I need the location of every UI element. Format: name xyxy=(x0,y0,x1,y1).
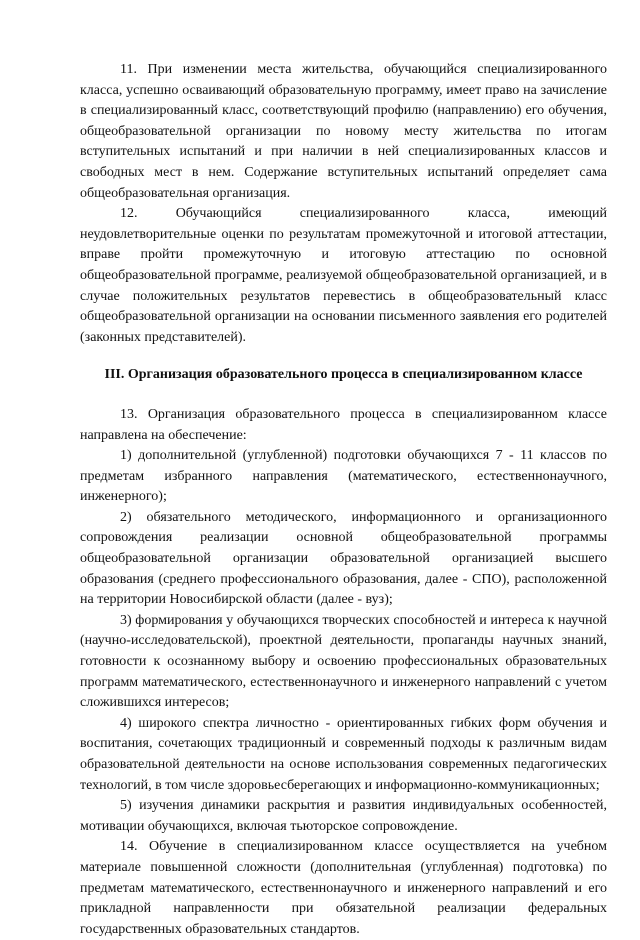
paragraph-13: 13. Организация образовательного процесса в специализированном классе направлена на обеспечение: xyxy=(80,406,607,443)
paragraph-12: 12. Обучающийся специализированного класса, имеющий неудовлетворительные оценки по результатам промежуточной и итоговой аттестации, вправе пройти промежуточную и итоговую аттестацию по основной общеобразовательной программе, реализуемой общеобразовательной организацией, и в случае положительных результатов перевестись в общеобразовательный класс общеобразовательной организации на основании письменного заявления его родителей (законных представителей). xyxy=(80,206,607,345)
list-item-2: 2) обязательного методического, информационного и организационного сопровождения реализации основной общеобразовательной программы общеобразовательной организации образовательной организацией высшего образования (среднего профессионального образования, далее - СПО), расположенной на территории Новосибирской области (далее - вуз); xyxy=(80,509,607,608)
list-item-3: 3) формирования у обучающихся творческих способностей и интереса к научной (научно-исследовательской), проектной деятельности, пропаганды научных знаний, готовности к осознанному выбору и освоению профессиональных образовательных программ математического, естественнонаучного и инженерного направлений с учетом сложившихся интересов; xyxy=(80,612,607,711)
paragraph-11: 11. При изменении места жительства, обучающийся специализированного класса, успешно осваивающий образовательную программу, имеет право на зачисление в специализированный класс, соответствующий профилю (направлению) его обучения, общеобразовательной организации по новому месту жительства по итогам вступительных испытаний и при наличии в ней специализированных классов и свободных мест в нем. Содержание вступительных испытаний определяет сама общеобразовательная организация. xyxy=(80,62,607,201)
list-item-1: 1) дополнительной (углубленной) подготовки обучающихся 7 - 11 классов по предметам избранного направления (математического, естественнонаучного, инженерного); xyxy=(80,448,607,505)
list-item-4: 4) широкого спектра личностно - ориентированных гибких форм обучения и воспитания, сочетающих традиционный и современный подходы к различным видам образовательной деятельности на основе использования современных педагогических технологий, в том числе здоровьесберегающих и информационно-коммуникационных; xyxy=(80,715,607,793)
list-item-5: 5) изучения динамики раскрытия и развития индивидуальных особенностей, мотивации обучающихся, включая тьюторское сопровождение. xyxy=(80,798,607,834)
section-heading: III. Организация образовательного процесса в специализированном классе xyxy=(104,367,583,383)
paragraph-14: 14. Обучение в специализированном классе осуществляется на учебном материале повышенной сложности (дополнительная (углубленная) подготовка) по предметам математического, естественнонаучного и инженерного направлений и его прикладной направленности при обязательной реализации федеральных государственных образовательных стандартов. xyxy=(80,839,607,937)
